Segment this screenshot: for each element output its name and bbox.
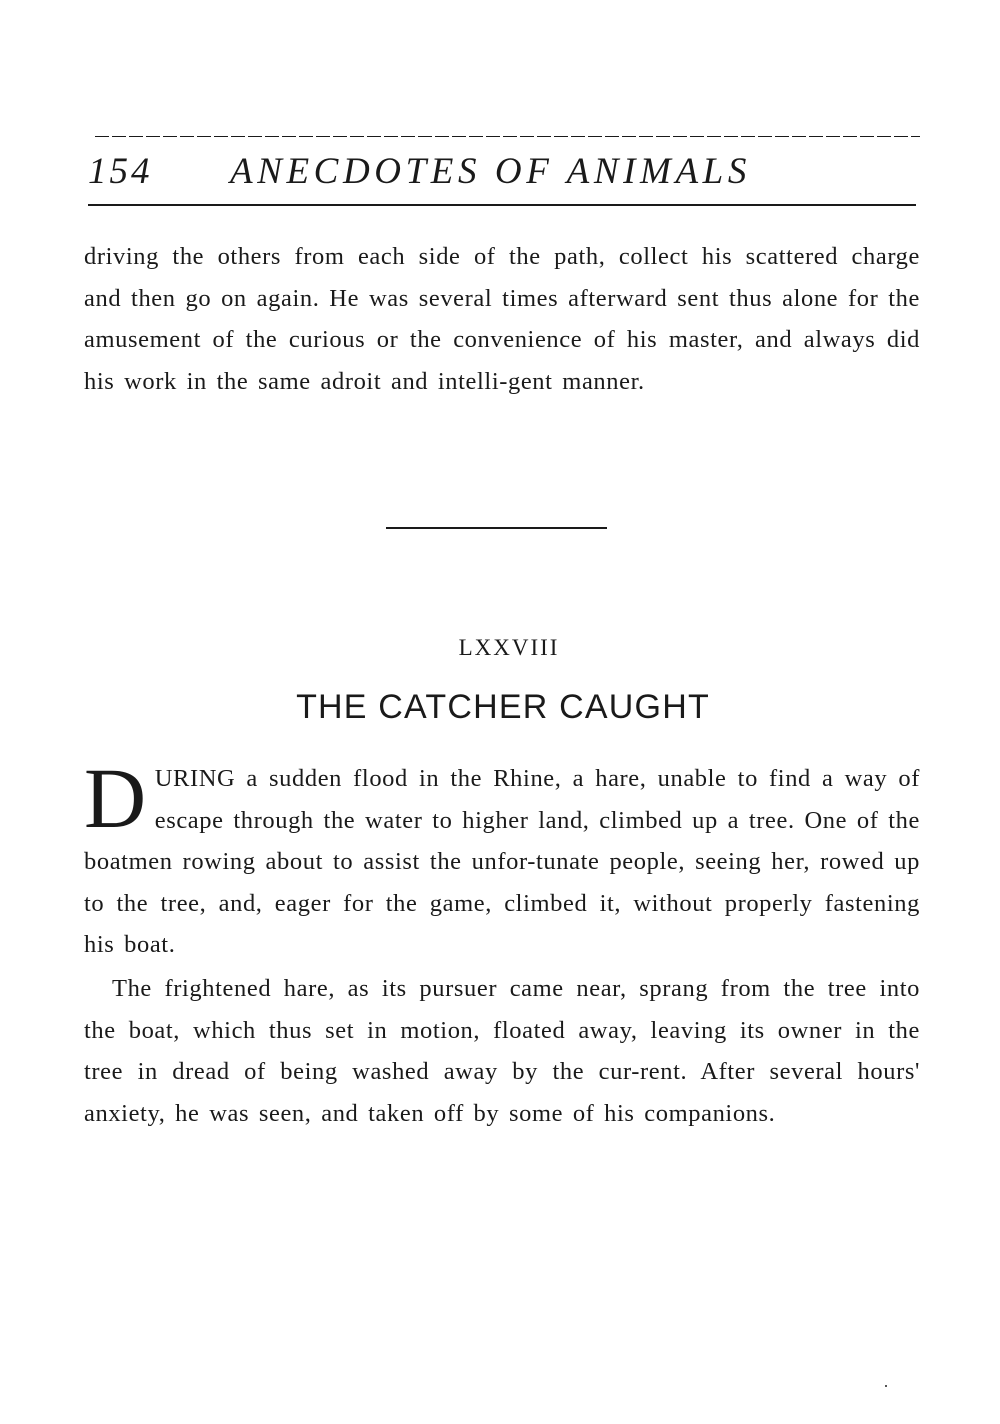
scan-speck	[885, 1385, 887, 1387]
continued-paragraph: driving the others from each side of the path, collect his scattered charge and then go on again. He was several times afterward sent thus alone for the amusement of the curious or the convenience of his master, and always did his work in the same adroit and intelli-gent manner.	[84, 243, 920, 395]
chapter-paragraph-1-text: URING a sudden flood in the Rhine, a hare, unable to find a way of escape through the water to higher land, climbed up a tree. One of the boatmen rowing about to assist the unfor-tunate people, seeing her, rowed up to the tree, and, eager for the game, climbed it, without properly fastening his boat.	[84, 765, 920, 958]
page-number: 154	[88, 151, 153, 192]
chapter-paragraph-2: The frightened hare, as its pursuer came near, sprang from the tree into the boat, which thus set in motion, floated away, leaving its owner in the tree in dread of being washed away by the cur-rent. After several hours' anxiety, he was seen, and taken off by some of his companions.	[84, 975, 920, 1127]
header-rule-bottom	[88, 204, 916, 206]
section-divider	[386, 527, 607, 529]
chapter-title: THE CATCHER CAUGHT	[296, 688, 710, 726]
chapter-paragraph-1	[84, 750, 920, 966]
chapter-number: LXXVIII	[458, 635, 560, 660]
header-rule-top	[95, 136, 920, 137]
drop-cap: D	[84, 750, 147, 846]
running-title: ANECDOTES OF ANIMALS	[230, 151, 751, 192]
